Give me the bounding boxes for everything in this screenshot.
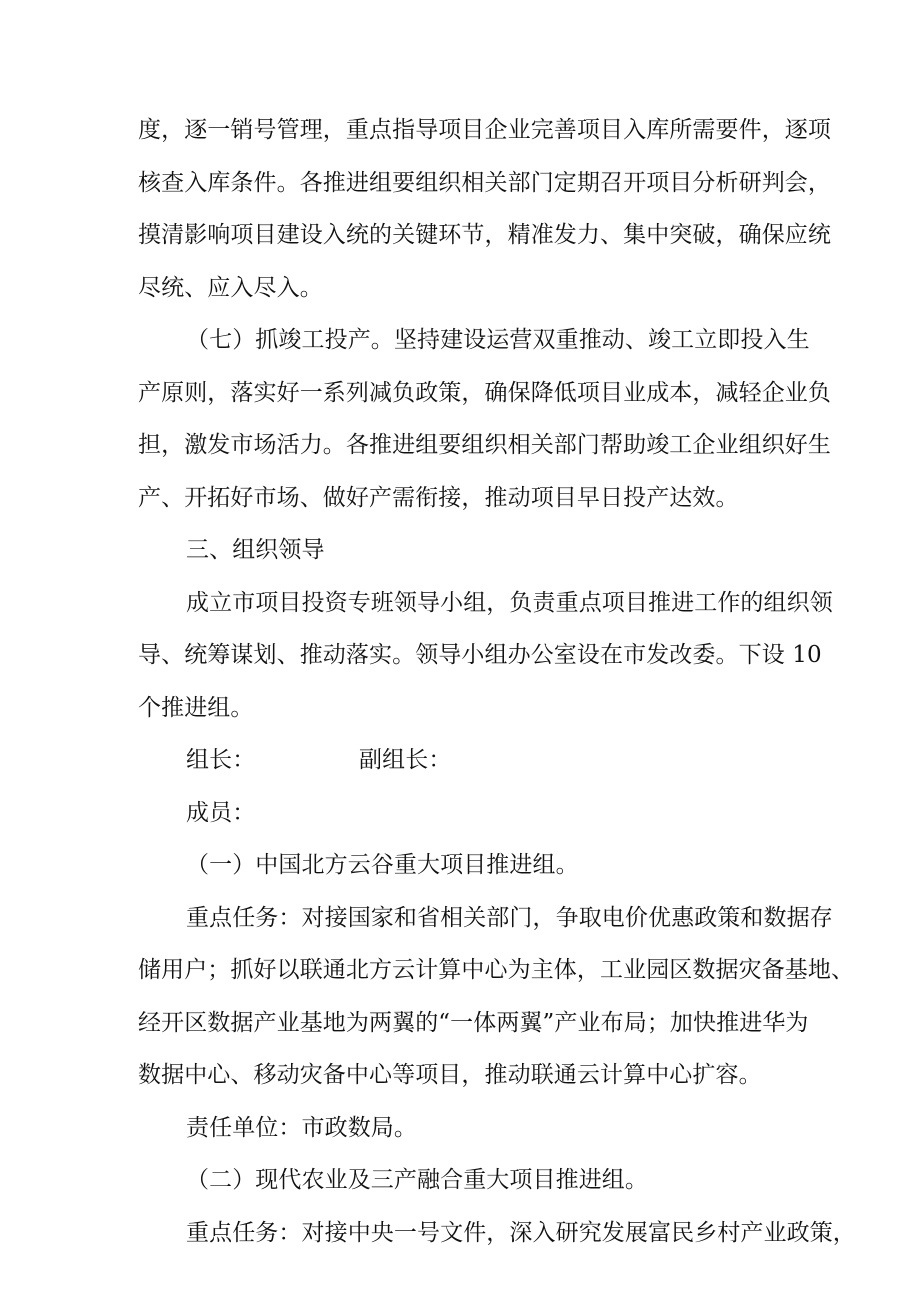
paragraph-cloud-tasks bbox=[138, 892, 855, 1102]
text-line: 担，激发市场活力。各推进组要组织相关部门帮助竣工企业组织好生 bbox=[138, 432, 831, 458]
paragraph-agriculture-tasks bbox=[138, 1207, 856, 1260]
text-line: 摸清影响项目建设入统的关键环节，精准发力、集中突破，确保应统 bbox=[138, 222, 831, 248]
text-line: 储用户；抓好以联通北方云计算中心为主体，工业园区数据灾备基地、 bbox=[138, 957, 855, 983]
text-line: 个推进组。 bbox=[138, 694, 254, 721]
text-line: 责任单位：市政数局。 bbox=[186, 1114, 417, 1141]
text-line: 产、开拓好市场、做好产需衔接，推动项目早日投产达效。 bbox=[138, 484, 739, 511]
document-body bbox=[138, 104, 856, 1259]
paragraph-project-storage bbox=[138, 104, 831, 314]
paragraph-leaders bbox=[138, 734, 788, 787]
text-line: 产原则，落实好一系列减负政策，确保降低项目业成本，减轻企业负 bbox=[138, 379, 831, 406]
subheading-cloud-valley bbox=[138, 839, 788, 892]
text-line: 重点任务：对接国家和省相关部门，争取电价优惠政策和数据存 bbox=[186, 904, 833, 931]
paragraph-responsible-unit bbox=[138, 1102, 788, 1155]
paragraph-leading-group bbox=[138, 577, 833, 735]
section-heading-organization bbox=[138, 524, 788, 577]
text-line: 成立市项目投资专班领导小组，负责重点项目推进工作的组织领 bbox=[186, 589, 833, 616]
text-line: 数据中心、移动灾备中心等项目，推动联通云计算中心扩容。 bbox=[138, 1062, 762, 1088]
heading-line: 三、组织领导 bbox=[186, 537, 325, 563]
paragraph-members bbox=[138, 787, 788, 840]
text-line: 成员： bbox=[186, 799, 256, 826]
text-line: 经开区数据产业基地为两翼的“一体两翼”产业布局；加快推进华为 bbox=[138, 1009, 809, 1036]
text-line: （一）中国北方云谷重大项目推进组。 bbox=[186, 852, 579, 878]
text-line: 组长： 副组长： bbox=[186, 747, 452, 773]
text-line: 度，逐一销号管理，重点指导项目企业完善项目入库所需要件，逐项 bbox=[138, 117, 831, 143]
subheading-agriculture bbox=[138, 1154, 788, 1207]
text-line: 导、统筹谋划、推动落实。领导小组办公室设在市发改委。下设 10 bbox=[138, 642, 822, 668]
paragraph-completion-production bbox=[138, 314, 831, 524]
text-line: （七）抓竣工投产。坚持建设运营双重推动、竣工立即投入生 bbox=[186, 327, 810, 353]
text-line: （二）现代农业及三产融合重大项目推进组。 bbox=[186, 1167, 648, 1193]
text-line: 核查入库条件。各推进组要组织相关部门定期召开项目分析研判会， bbox=[138, 169, 831, 196]
text-line: 尽统、应入尽入。 bbox=[138, 274, 323, 301]
text-line: 重点任务：对接中央一号文件，深入研究发展富民乡村产业政策， bbox=[186, 1219, 856, 1246]
